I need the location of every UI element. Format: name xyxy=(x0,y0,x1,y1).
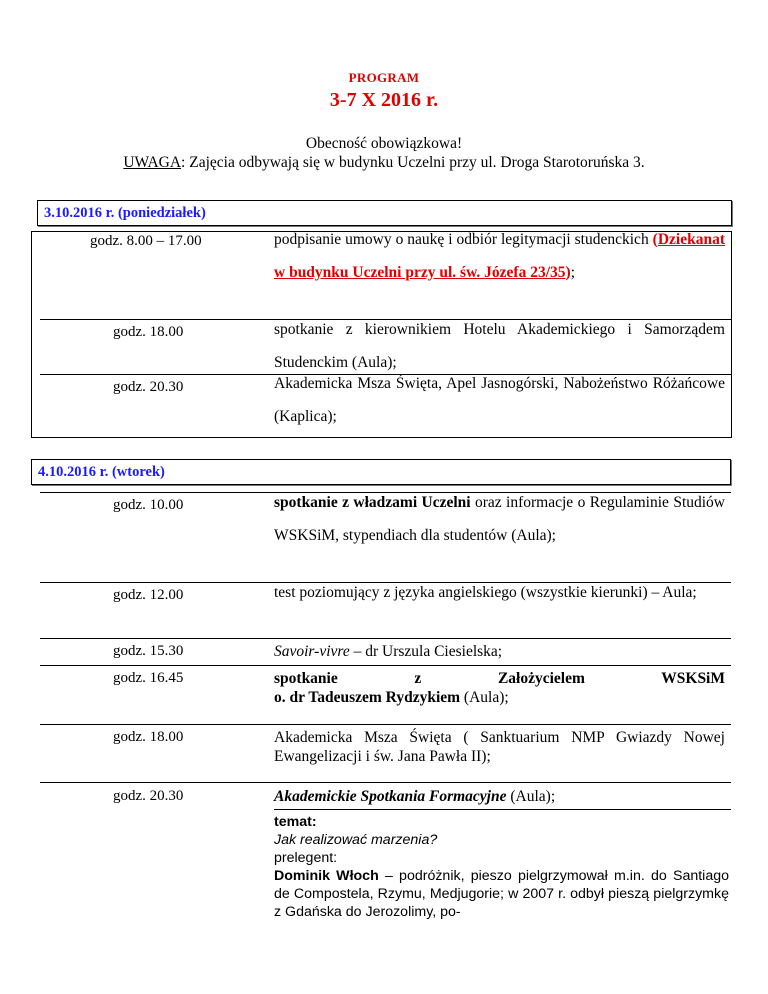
program-dates: 3-7 X 2016 r. xyxy=(329,89,439,111)
event-description: Akademicka Msza Święta ( Sanktuarium NMP Gwiazdy Nowej Ewangelizacji i św. Jana Pawła II); xyxy=(274,729,725,765)
event-description xyxy=(274,224,725,289)
divider xyxy=(40,724,731,725)
speaker-bio: – podróżnik, pieszo pielgrzymował m.in. do Santiago de Compostela, Rzymu, Medjugorie; w 2007 r. odbył pieszą pielgrzymkę z Gdańska do Jerozolimy, po- xyxy=(274,868,729,920)
event-time: godz. 12.00 xyxy=(113,587,184,603)
location-note xyxy=(0,154,768,172)
event-text: podpisanie umowy o naukę i odbiór legitymacji studenckich xyxy=(274,231,653,248)
paren: ( xyxy=(652,231,658,248)
divider xyxy=(40,665,731,666)
speaker-label: prelegent: xyxy=(274,850,338,866)
event-bold-italic-text: Akademickie Spotkania Formacyjne xyxy=(274,788,507,805)
divider xyxy=(40,638,731,639)
event-description-cont xyxy=(274,688,725,707)
table-border xyxy=(731,231,732,438)
event-time: godz. 20.30 xyxy=(113,379,184,395)
divider xyxy=(274,809,731,810)
program-label: PROGRAM xyxy=(348,70,420,85)
event-bold-text: spotkanie z władzami Uczelni xyxy=(274,494,471,511)
paren: ) xyxy=(565,263,571,281)
note-label: UWAGA xyxy=(123,154,182,171)
event-time: godz. 15.30 xyxy=(113,643,184,659)
office-location-link[interactable]: Dziekanat w budynku Uczelni przy ul. św. Józefa 23/35 xyxy=(274,231,725,281)
event-description xyxy=(274,787,725,806)
day-header xyxy=(31,459,731,485)
event-time: godz. 10.00 xyxy=(113,497,184,513)
topic-label: temat: xyxy=(274,814,317,830)
divider xyxy=(31,437,731,438)
event-text: oraz informacje o Regulaminie Studiów WSKSiM, stypendiach dla studentów (Aula); xyxy=(274,494,725,544)
event-description: test poziomujący z języka angielskiego (wszystkie kierunki) – Aula; xyxy=(274,584,697,601)
attendance-note: Obecność obowiązkowa! xyxy=(305,135,463,152)
event-description: spotkanie z Założycielem WSKSiM xyxy=(274,670,725,687)
event-text-end: ; xyxy=(570,263,575,281)
day-header xyxy=(37,200,732,226)
topic-title: Jak realizować marzenia? xyxy=(274,832,438,848)
event-italic-text: Savoir-vivre xyxy=(274,643,350,660)
divider xyxy=(40,782,731,783)
note-text: : Zajęcia odbywają się w budynku Uczelni przy ul. Droga Starotoruńska 3. xyxy=(181,154,645,171)
event-description xyxy=(274,643,725,661)
founder-name: o. dr Tadeuszem Rydzykiem xyxy=(274,689,461,706)
event-time: godz. 8.00 – 17.00 xyxy=(90,233,202,249)
event-time: godz. 18.00 xyxy=(113,324,184,340)
event-description: spotkanie z kierownikiem Hotelu Akademickiego i Samorządem Studenckim (Aula); xyxy=(274,321,725,371)
event-time: godz. 16.45 xyxy=(113,670,184,686)
table-border xyxy=(31,231,32,438)
event-description xyxy=(274,487,725,552)
event-text: – dr Urszula Ciesielska; xyxy=(349,643,503,660)
speaker-name: Dominik Włoch xyxy=(274,868,379,884)
event-time: godz. 18.00 xyxy=(113,729,184,745)
event-description: Akademicka Msza Święta, Apel Jasnogórski, Nabożeństwo Różańcowe (Kaplica); xyxy=(274,375,725,425)
day-title: 4.10.2016 r. (wtorek) xyxy=(38,464,165,480)
event-text: (Aula); xyxy=(506,788,556,805)
event-text: (Aula); xyxy=(460,689,509,706)
lecture-details xyxy=(274,813,729,921)
event-time: godz. 20.30 xyxy=(113,788,184,804)
day-title: 3.10.2016 r. (poniedziałek) xyxy=(44,205,206,221)
